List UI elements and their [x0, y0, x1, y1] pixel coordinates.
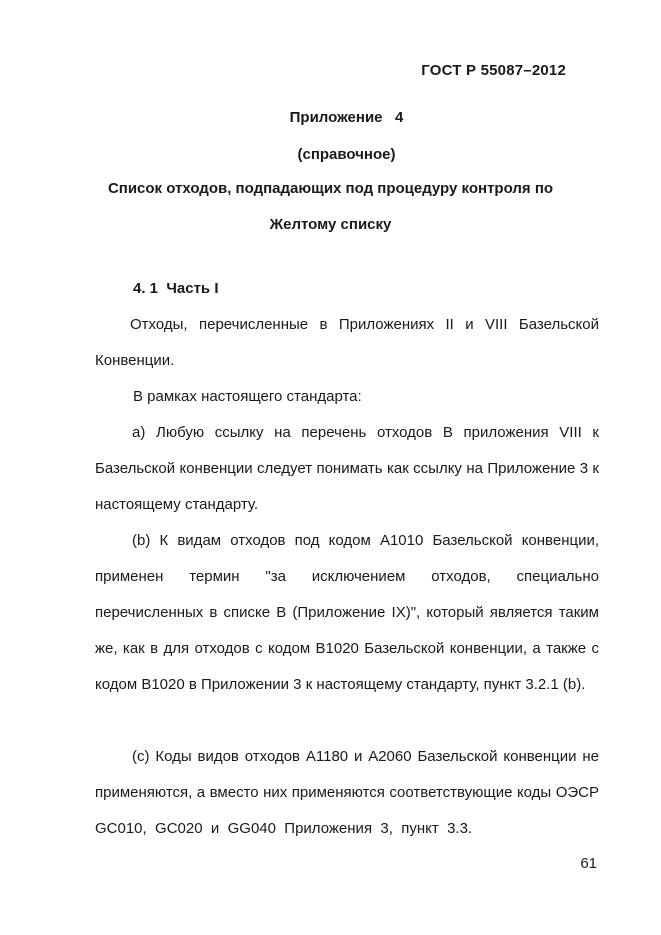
section-heading: 4. 1 Часть I [133, 280, 219, 297]
annex-type: (справочное) [297, 146, 396, 163]
paragraph-waste-annexes: Отходы, перечисленные в Приложениях II и VIII Базельской Конвенции. [95, 316, 599, 369]
paragraph-item-a: а) Любую ссылку на перечень отходов В приложения VIII к Базельской конвенции следует понимать как ссылку на Приложение 3 к настоящему стандарту. [95, 424, 599, 513]
list-title-line-2: Желтому списку [269, 216, 392, 233]
page-number: 61 [580, 855, 597, 872]
paragraph-item-c: (c) Коды видов отходов А1180 и А2060 Базельской конвенции не применяются, а вместо них применяются соответствующие коды ОЭСР GC010, GC020 и GG040 Приложения 3, пункт 3.3. [95, 748, 616, 837]
annex-title: Приложение 4 [289, 109, 404, 126]
document-standard-id: ГОСТ Р 55087–2012 [421, 62, 566, 79]
paragraph-item-b: (b) К видам отходов под кодом А1010 Базельской конвенции, применен термин "за исключением отходов, специально перечисленных в списке В (Приложение IX)", который является таким же, как в для отходов с кодом В1020 Базельской конвенции, а также с кодом В1020 в Приложении 3 к настоящему стандарту, пункт 3.2.1 (b). [95, 532, 599, 693]
paragraph-scope: В рамках настоящего стандарта: [133, 388, 362, 405]
list-title-line-1: Список отходов, подпадающих под процедуру контроля по [107, 180, 554, 197]
